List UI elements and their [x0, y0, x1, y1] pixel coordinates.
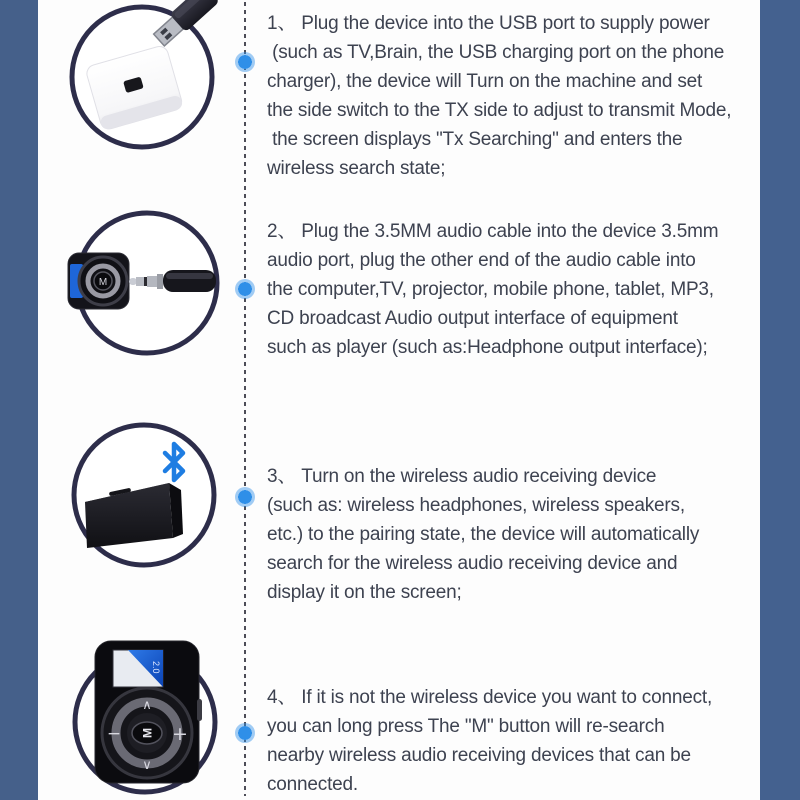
text-line: 1、 Plug the device into the USB port to supply power: [267, 13, 710, 34]
right-accent-bar: [760, 0, 800, 800]
screen-text: 2.0: [151, 661, 161, 674]
text-line: 4、 If it is not the wireless device you want to connect,: [267, 687, 713, 708]
text-line: 2、 Plug the 3.5MM audio cable into the device 3.5mm: [267, 221, 719, 242]
text-line: CD broadcast Audio output interface of equipment: [267, 308, 678, 329]
plus-button: +: [172, 723, 188, 745]
text-line: etc.) to the pairing state, the device will automatically: [267, 524, 700, 545]
text-line: the computer,TV, projector, mobile phone, tablet, MP3,: [267, 279, 714, 300]
step-2-text: [267, 217, 767, 362]
text-line: connected.: [267, 774, 358, 795]
text-line: nearby wireless audio receiving devices that can be: [267, 745, 691, 766]
m-button-pad: M: [140, 728, 155, 738]
text-line: 3、 Turn on the wireless audio receiving device: [267, 466, 657, 487]
step-3-text: [267, 462, 767, 607]
usb-power-adapter-image: [67, 2, 217, 152]
text-line: search for the wireless audio receiving device and: [267, 553, 678, 574]
m-button: M: [98, 277, 108, 288]
receiver-body: [95, 641, 202, 783]
receiver-device: [68, 253, 129, 309]
text-line: you can long press The "M" button will re-search: [267, 716, 665, 737]
step-4-text: [267, 683, 767, 799]
receiver-control-pad-image: [70, 647, 220, 797]
text-line: such as player (such as:Headphone output interface);: [267, 337, 708, 358]
minus-button: −: [106, 724, 122, 744]
text-line: (such as TV,Brain, the USB charging port on the phone: [267, 42, 725, 63]
bluetooth-speaker-image: [69, 420, 219, 570]
text-line: display it on the screen;: [267, 582, 462, 603]
timeline-dot-step-1: [235, 52, 255, 72]
down-button: ∨: [142, 758, 152, 773]
audio-jack-receiver-image: [72, 208, 222, 358]
text-line: (such as: wireless headphones, wireless speakers,: [267, 495, 685, 516]
text-line: the side switch to the TX side to adjust to transmit Mode,: [267, 100, 732, 121]
text-line: wireless search state;: [267, 158, 446, 179]
text-line: the screen displays "Tx Searching" and enters the: [267, 129, 683, 150]
timeline-dotted-line: [244, 2, 246, 796]
left-accent-bar: [0, 0, 38, 800]
text-line: audio port, plug the other end of the audio cable into: [267, 250, 696, 271]
side-switch: [197, 699, 202, 721]
timeline-dot-step-3: [235, 487, 255, 507]
up-button: ∧: [142, 698, 152, 713]
timeline-dot-step-4: [235, 723, 255, 743]
text-line: charger), the device will Turn on the machine and set: [267, 71, 703, 92]
timeline-dot-step-2: [235, 279, 255, 299]
step-1-text: [267, 9, 767, 183]
